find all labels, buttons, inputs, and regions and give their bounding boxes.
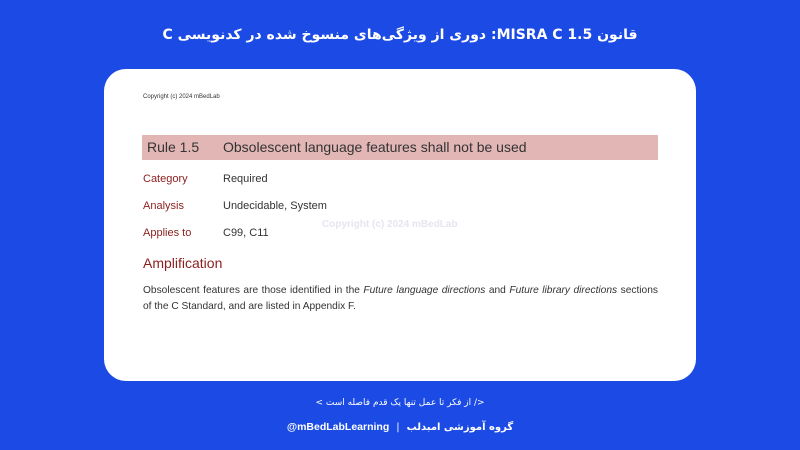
rule-id: Rule 1.5 [147, 139, 200, 155]
category-label: Category [143, 173, 188, 185]
amplification-paragraph [143, 283, 658, 314]
footer [0, 419, 800, 436]
footer-separator: | [396, 422, 400, 433]
category-value: Required [223, 173, 268, 185]
page-title: قانون MISRA C 1.5: دوری از ویژگی‌های منسوخ شده در کدنویسی C [162, 27, 638, 43]
paragraph-italic-language: Future language directions [363, 285, 486, 296]
amplification-heading: Amplification [143, 255, 223, 271]
paragraph-text-before: Obsolescent features are those identified in the [143, 285, 364, 296]
paragraph-italic-library: Future library directions [509, 285, 618, 296]
analysis-label: Analysis [143, 200, 184, 212]
rule-header [142, 135, 658, 160]
tagline: </ از فکر تا عمل تنها یک قدم فاصله است > [315, 398, 485, 408]
analysis-value: Undecidable, System [223, 200, 327, 212]
applies-to-value: C99, C11 [223, 227, 269, 239]
social-handle[interactable]: @mBedLabLearning [286, 421, 390, 433]
group-name: گروه آموزشی امبدلب [406, 422, 514, 433]
paragraph-text-after: sections of the C Standard, and are listed in Appendix F. [143, 285, 658, 312]
rule-text: Obsolescent language features shall not be used [223, 139, 527, 155]
applies-to-label: Applies to [143, 227, 192, 239]
document-card [104, 69, 696, 381]
watermark: Copyright (c) 2024 mBedLab [322, 219, 458, 230]
copyright-notice: Copyright (c) 2024 mBedLab [143, 94, 220, 100]
paragraph-text-middle: and [485, 285, 510, 296]
